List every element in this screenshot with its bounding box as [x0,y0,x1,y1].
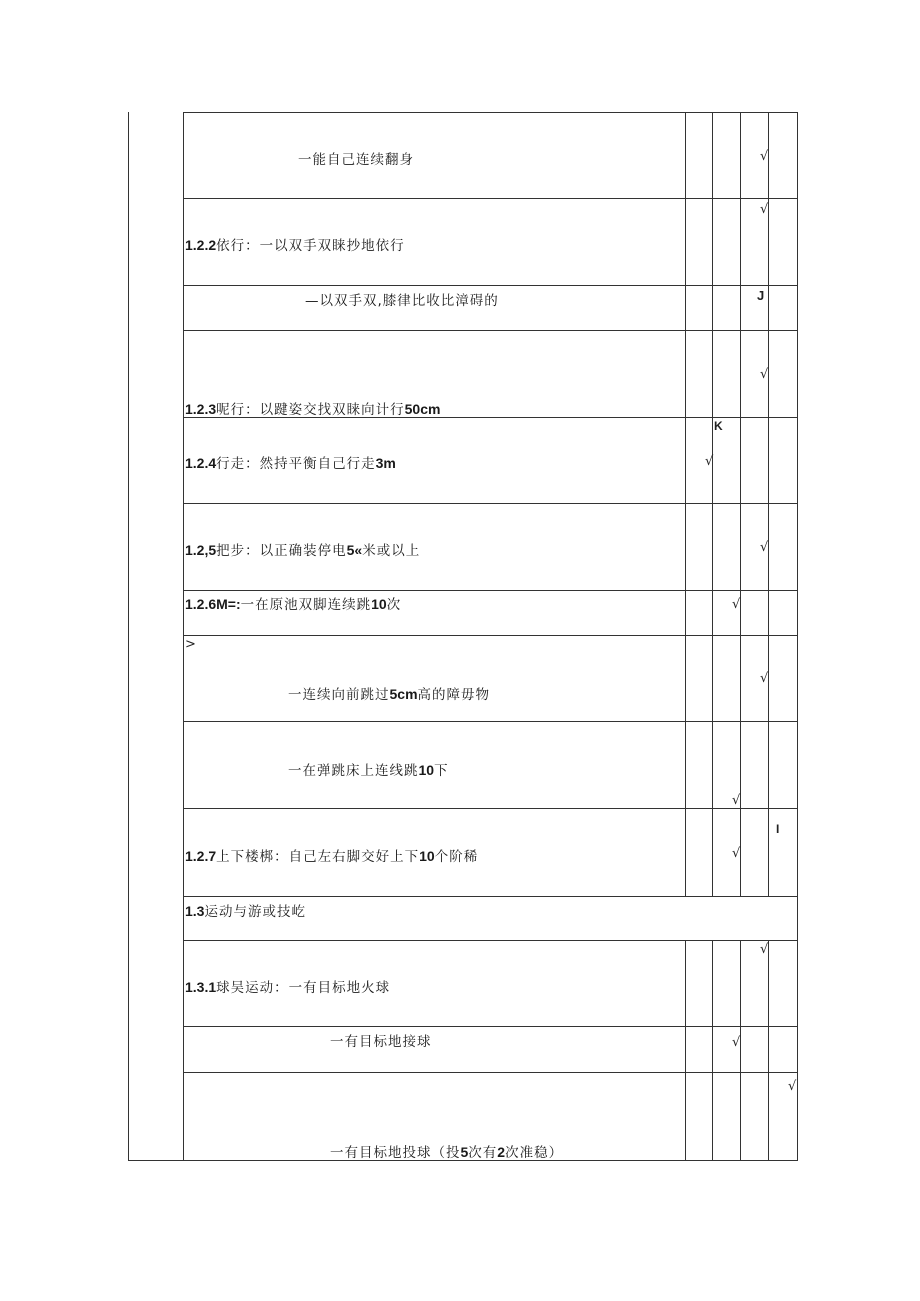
check-mark: √ [760,540,769,555]
check-mark: √ [732,846,741,861]
row-text-4: 1.2.3呢行：以踺姿交找双睐向计行50cm [185,401,441,418]
border-col5b [768,940,769,1161]
check-mark: √ [760,149,769,164]
row-line [183,503,798,504]
row-line [183,635,798,636]
arrow-icon: > [185,637,196,652]
check-mark: √ [760,202,769,217]
row-line [183,590,798,591]
row-text-13: 一有目标地接球 [330,1034,432,1050]
row-text-2: 1.2.2依行：一以双手双睐抄地依行 [185,237,405,254]
row-line [183,285,798,286]
border-col3b [712,940,713,1161]
row-text-6: 1.2,5把步：以正确装停电5«米或以上 [185,542,421,559]
row-line [183,721,798,722]
row-line [183,808,798,809]
k-mark: K [714,419,723,433]
row-text-14: 一有目标地投球（投5次有2次准稳） [330,1144,564,1161]
j-mark: J [757,288,765,303]
border-right [797,112,798,1161]
row-text-7: 1.2.6M=:一在原池双脚连续跳10次 [185,596,402,613]
border-col4 [740,112,741,896]
row-line [183,1072,798,1073]
check-mark: √ [788,1079,797,1094]
row-line [183,330,798,331]
border-left [128,112,129,1161]
row-text-12: 1.3.1球吴运动：一有目标地火球 [185,979,391,996]
check-mark: √ [732,1035,741,1050]
row-text-9: 一在弹跳床上连线跳10下 [288,762,449,779]
check-mark: √ [705,454,714,469]
row-text-section: 1.3运动与游或技屹 [185,903,306,920]
check-mark: √ [760,671,769,686]
row-text-10: 1.2.7上下楼梆：自己左右脚交好上下10个阶稀 [185,848,479,865]
row-text-5: 1.2.4行走：然持平衡自己行走3m [185,455,396,472]
border-top [183,112,798,113]
row-line [183,896,798,897]
check-mark: √ [760,942,769,957]
border-col4b [740,940,741,1161]
check-mark: √ [760,367,769,382]
border-col2b [685,940,686,1161]
i-mark: I [776,822,780,836]
row-text-8: 一连续向前跳过5cm高的障毋物 [288,686,491,703]
border-col3 [712,112,713,896]
row-text-1: 一能自己连续翻身 [298,152,414,168]
row-line [183,1026,798,1027]
row-text-3: —以双手双,膝律比收比漳碍的 [305,293,499,309]
check-mark: √ [732,793,741,808]
border-col5 [768,112,769,896]
check-mark: √ [732,597,741,612]
border-col1 [183,112,184,1161]
row-line [183,198,798,199]
border-col2 [685,112,686,896]
row-line [183,940,798,941]
